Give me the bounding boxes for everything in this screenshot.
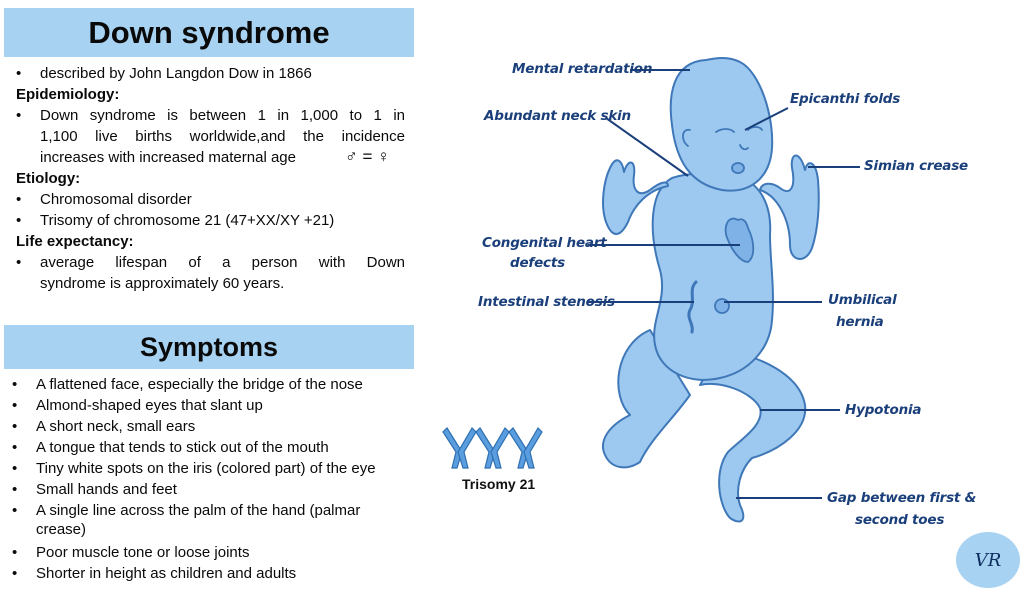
symptom-item: • Small hands and feet bbox=[36, 479, 177, 500]
epidemiology-heading: Epidemiology: bbox=[16, 86, 120, 103]
symptom-item: • A flattened face, especially the bridge of the nose bbox=[36, 374, 363, 395]
label-umbilical-2: hernia bbox=[836, 314, 884, 330]
etiology-heading: Etiology: bbox=[16, 170, 81, 187]
symptom-item-continued: crease) bbox=[36, 521, 87, 538]
label-mental-retardation: Mental retardation bbox=[512, 61, 653, 77]
symptom-item: • Tiny white spots on the iris (colored part) of the eye bbox=[36, 458, 376, 479]
symptom-item: • Poor muscle tone or loose joints bbox=[36, 542, 249, 563]
label-hypotonia: Hypotonia bbox=[845, 402, 922, 418]
label-intestinal: Intestinal stenosis bbox=[478, 294, 615, 310]
label-umbilical-1: Umbilical bbox=[828, 292, 897, 308]
symptom-item: • A tongue that tends to stick out of the mouth bbox=[36, 437, 329, 458]
chromosome-1 bbox=[443, 428, 476, 468]
label-neck-skin: Abundant neck skin bbox=[484, 108, 631, 124]
gender-ratio: ♂ = ♀ bbox=[345, 147, 390, 166]
vr-logo-text: VR bbox=[974, 549, 1002, 571]
label-simian-crease: Simian crease bbox=[864, 158, 968, 174]
symptom-item: • A single line across the palm of the hand (palmar bbox=[36, 500, 360, 521]
epidemiology-line-1: • Down syndrome is between 1 in 1,000 to 1 in bbox=[40, 105, 405, 126]
label-epicanthi: Epicanthi folds bbox=[790, 91, 901, 107]
label-heart-2: defects bbox=[510, 255, 565, 271]
etiology-item: • Trisomy of chromosome 21 (47+XX/XY +21) bbox=[40, 210, 334, 231]
epidemiology-line-3: increases with increased maternal age bbox=[40, 149, 296, 166]
symptom-item: • Almond-shaped eyes that slant up bbox=[36, 395, 263, 416]
life-expectancy-line-2: syndrome is approximately 60 years. bbox=[40, 275, 285, 292]
etiology-item: • Chromosomal disorder bbox=[40, 189, 192, 210]
epidemiology-line-2: 1,100 live births worldwide,and the incidence bbox=[40, 128, 405, 145]
symptom-item: • Shorter in height as children and adults bbox=[36, 563, 296, 584]
vr-logo bbox=[956, 532, 1020, 588]
life-expectancy-heading: Life expectancy: bbox=[16, 233, 134, 250]
label-heart-1: Congenital heart bbox=[482, 235, 607, 251]
label-gap-1: Gap between first & bbox=[827, 490, 977, 506]
baby-mouth bbox=[732, 163, 744, 173]
life-expectancy-line-1: • average lifespan of a person with Down bbox=[40, 252, 405, 273]
trisomy-label: Trisomy 21 bbox=[462, 476, 536, 492]
label-gap-2: second toes bbox=[855, 512, 945, 528]
baby-torso bbox=[653, 174, 773, 380]
symptoms-title: Symptoms bbox=[139, 331, 279, 362]
page-title: Down syndrome bbox=[88, 14, 330, 50]
chromosome-3 bbox=[509, 428, 542, 468]
symptom-item: • A short neck, small ears bbox=[36, 416, 195, 437]
intro-text: • described by John Langdon Dow in 1866 bbox=[40, 63, 312, 84]
chromosome-2 bbox=[476, 428, 509, 468]
